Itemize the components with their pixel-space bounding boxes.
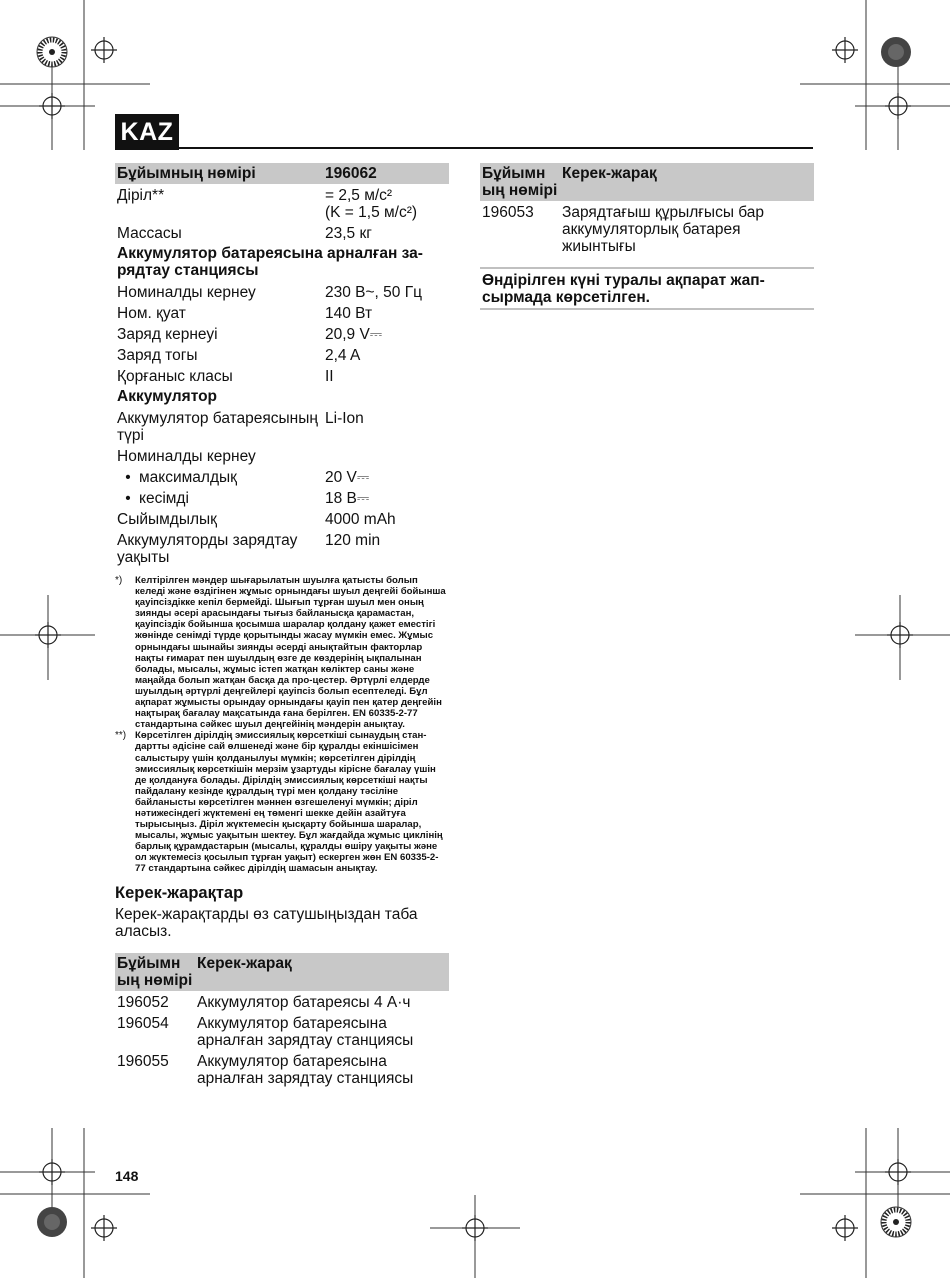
spec-value: 18 В⎓ [325,490,370,507]
section-charger-title: Аккумулятор батареясына арналған за-рядтау станциясы [117,245,423,279]
accessory-name: Аккумулятор батареясы 4 А·ч [197,993,411,1011]
spec-key: Ном. қуат [117,305,186,322]
spec-key: Қорғаныс класы [117,368,233,385]
accessories-header-number: Бұйымн ың нөмірі [480,163,560,201]
table-row [115,1050,449,1088]
right-accessories-table [480,163,814,256]
spec-row [115,184,449,222]
accessory-number: 196055 [117,1052,169,1070]
accessories-heading: Керек-жарақтар [115,883,244,902]
accessory-number: 196054 [117,1014,169,1032]
spec-key: Аккумуляторды зарядтау уақыты [117,532,298,566]
spec-key [115,487,323,508]
table-row [115,991,449,1012]
spec-key: Заряд тогы [117,347,198,364]
footnote-text: Келтірілген мәндер шығарылатын шуылға қатысты болып келеді және өздігінен жұмыс орнындағы шуыл деңгейі бойынша қауіпсіздікке кепіл бермейді. Шығып тұрған шуыл мен оның зиянды әсері арасындағы тығыз байланысқа қарамастан, қауіпсіздік бойынша қосымша шаралар қолдану қажет еместігі жөнінде сенімді түрде қорытынды жасау мүмкін емес. Жұмыс орнындағы шынайы зиянды әсерді анықтайтын факторлар нақты ғимарат пен шуылдың өзге де көздерінің ықпалынан болады, мысалы, жұмыс істеп жатқан көліктер саны және маңайда болып жатқан басқа да про-цестер. Әртүрлі елдерде шуылдың әртүрлі деңгейлері қауіпсіз болып есептеледі. Бұл ақпарат жұмысты орындау орнындағы қауіп пен қатер деңгейін нақтырақ бағалау мақсатында ғана берілген. EN 60335-2-77 стандартына сәйкес шуыл деңгейінің мәндерін анықтау. [135,575,446,731]
spec-value: 20,9 V⎓ [325,326,383,343]
footnotes [115,575,449,875]
table-row [480,201,814,256]
spec-row [115,302,449,323]
spec-row [115,407,449,445]
spec-header-value: 196062 [323,163,449,184]
spec-row [115,529,449,567]
accessory-number: 196053 [482,204,534,221]
spec-value: 120 min [325,532,381,549]
spec-value: 140 Вт [325,305,373,322]
spec-row [115,222,449,243]
header-rule [179,147,813,149]
spec-row [115,445,449,466]
production-date-info: Өндірілген күні туралы ақпарат жап-сырмада көрсетілген. [480,267,814,310]
accessories-header-row [480,163,814,201]
spec-key: Заряд кернеуі [117,326,218,343]
spec-header-key: Бұйымның нөмірі [115,163,323,184]
spec-section-row [115,386,449,407]
page-number: 148 [115,1168,139,1184]
footnote [115,730,449,874]
spec-value-line: (K = 1,5 м/с²) [325,204,418,221]
spec-value: 4000 mAh [325,511,396,528]
section-battery-title: Аккумулятор [117,388,218,405]
spec-key: Номиналды кернеу [117,448,256,465]
spec-key: Массасы [117,225,182,242]
table-row [115,1012,449,1050]
accessory-name: Аккумулятор батареясына арналған зарядтау станциясы [197,1052,414,1087]
spec-key: Аккумулятор батареясының түрі [117,410,318,444]
accessories-header-row [115,953,449,991]
spec-row [115,508,449,529]
accessories-table [115,953,449,1088]
footnote-mark: **) [115,730,127,742]
spec-key: Сыйымдылық [117,511,217,528]
spec-key: Діріл** [117,187,165,204]
footnote [115,575,449,730]
footnote-text: Көрсетілген дірілдің эмиссиялық көрсеткіші сынаудың стан-дартты әдісіне сай өлшенеді және бір құралды екіншісімен салыстыру үшін қолданылуы мүмкін; көрсетілген дірілдің эмиссиялық көрсеткішін мерзім ұзартуды кірісне бағалау үшін де қолдануға болады. Дірілдің эмиссиялық көрсеткіші нақты пайдалану кезінде құралдың түрі мен қолдану тәсіліне байланысты көрсетілген мәннен өзгешеленуі мүмкін; діріл нәтижесіндегі жүктемені ең төменгі шекке дейін азайтуға тырысыңыз. Діріл жүктемесін қысқарту бойынша шаралар, мысалы, жұмыс уақытын шектеу. Бұл жағдайда жұмыс циклінің барлық құрамдастарын (мысалы, құралды өшіру уақыты және ол жүктемесіз қосылып тұрған уақыт) ескерген жөн EN 60335-2-77 стандартына сәйкес дірілдің шамасын анықтау. [135,730,443,875]
footnote-mark: *) [115,575,123,586]
technical-data-table [115,163,449,567]
spec-row [115,344,449,365]
right-column [480,163,814,310]
spec-value: 2,4 A [325,347,361,364]
spec-section-row [115,243,449,281]
spec-row [115,487,449,508]
language-badge: KAZ [115,114,179,150]
spec-value [323,445,449,466]
accessories-header-item: Керек-жарақ [195,953,449,991]
spec-value: 230 В~, 50 Гц [325,284,422,301]
accessory-name: Зарядтағыш құрылғысы бар аккумуляторлық батарея жиынтығы [562,204,765,255]
spec-value: II [325,368,334,385]
accessory-number: 196052 [117,993,169,1011]
spec-row [115,281,449,302]
spec-value-line: = 2,5 м/с² [325,187,393,204]
spec-key-text: кесімді [139,490,189,507]
accessory-name: Аккумулятор батареясына арналған зарядтау станциясы [197,1014,414,1049]
spec-value [323,184,449,222]
accessories-header-item: Керек-жарақ [560,163,814,201]
left-column [115,163,449,1088]
spec-header-row [115,163,449,184]
accessories-header-number: Бұйымн ың нөмірі [115,953,195,991]
spec-row [115,466,449,487]
spec-value: 23,5 кг [325,225,372,242]
spec-row [115,323,449,344]
spec-value: 20 V⎓ [325,469,370,486]
bullet: • [125,490,131,507]
accessories-intro: Керек-жарақтарды өз сатушыңыздан таба аласыз. [115,905,418,940]
spec-key [115,466,323,487]
spec-key: Номиналды кернеу [117,284,256,301]
spec-key-text: максималдық [139,469,237,486]
spec-value: Li-Ion [325,410,364,427]
bullet: • [125,469,131,486]
spec-row [115,365,449,386]
